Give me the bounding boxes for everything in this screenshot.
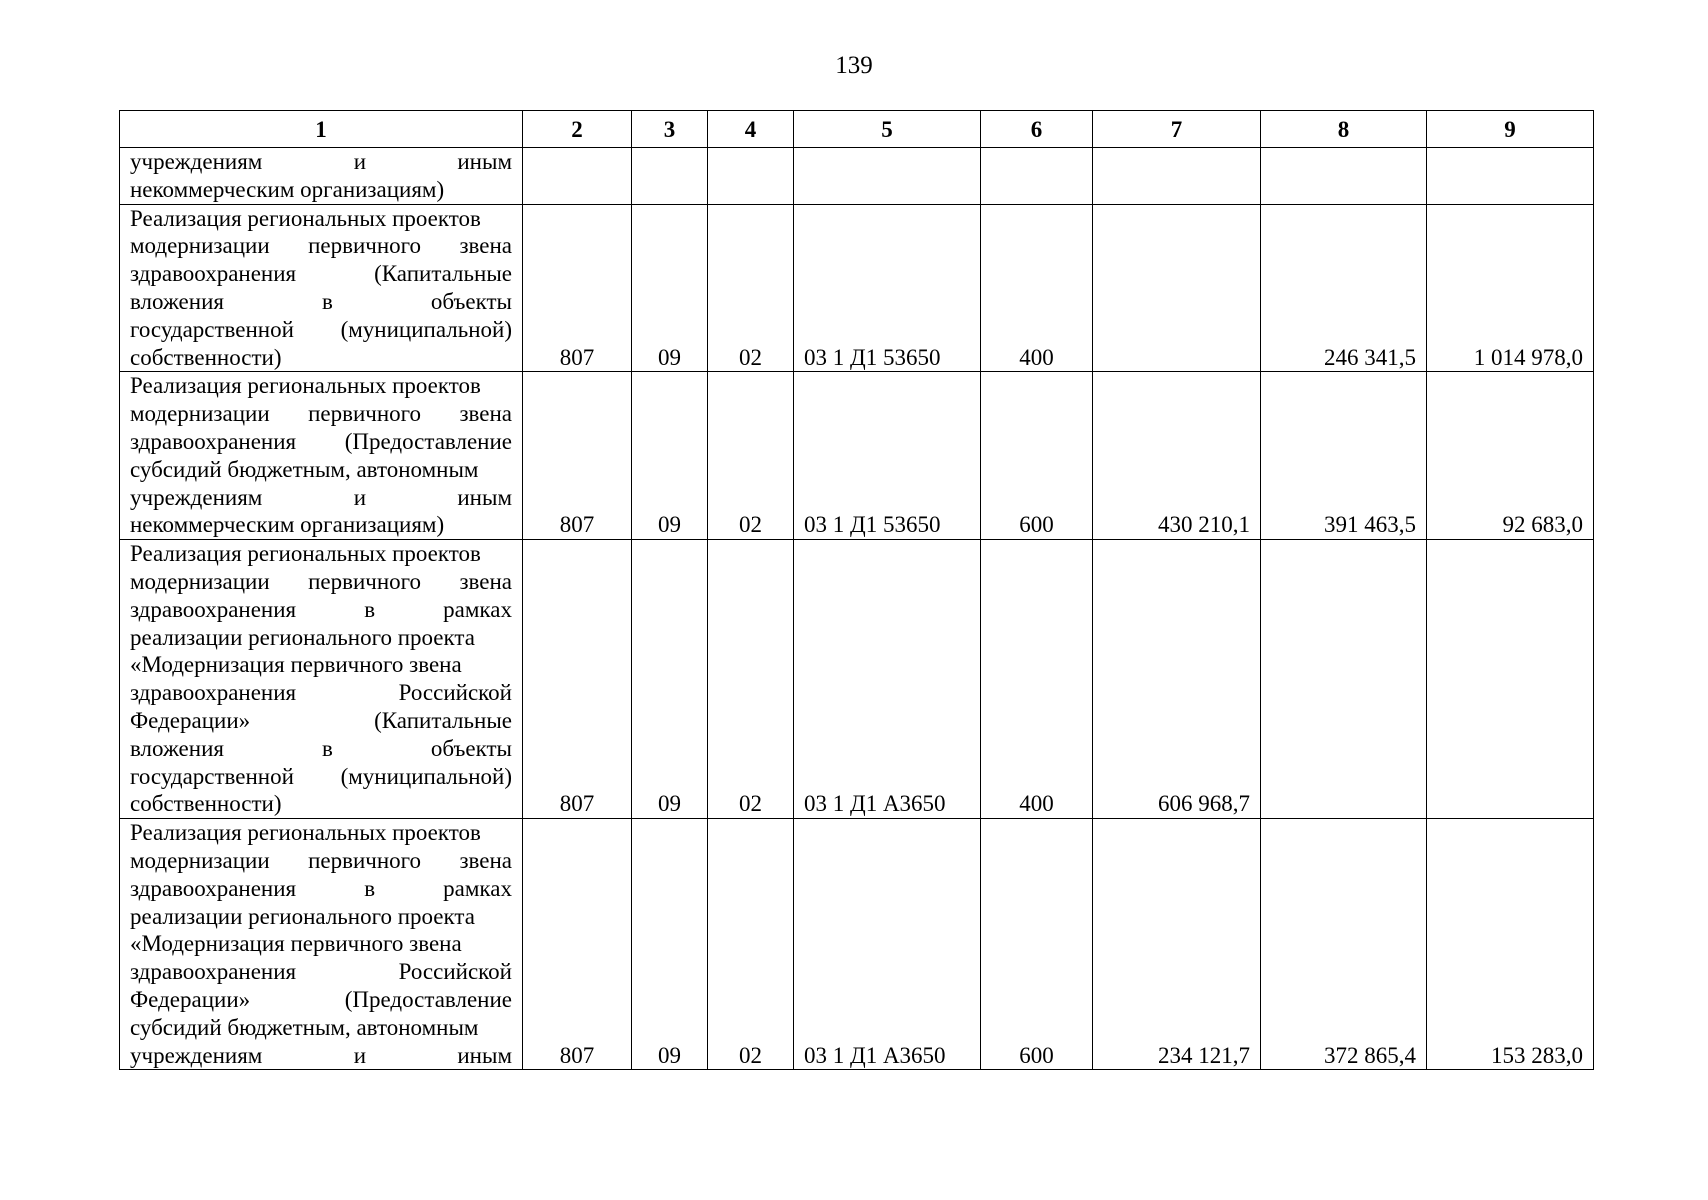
target-article-code: 03 1 Д1 А3650 [794,540,981,819]
column-header: 7 [1093,111,1261,148]
column-header: 2 [523,111,632,148]
description-line [130,232,512,260]
description-word-group: Реализация региональных проектов [130,541,481,567]
description-word-group: рамках [443,596,512,622]
description-word-group: в [321,288,333,314]
table-row [120,148,1594,205]
section-code [632,148,708,205]
description-word-group: государственной [130,763,294,789]
description-word-group: модернизации [130,568,270,594]
subsection-code: 02 [708,204,794,372]
description-word-group: Реализация региональных проектов [130,373,481,399]
description-word-group: звена [459,233,512,259]
amount-col-9: 92 683,0 [1427,372,1594,540]
description-word-group: вложения [130,288,224,314]
description-line [130,596,512,624]
table-row [120,540,1594,819]
description-word-group: учреждениям [130,484,263,510]
description-line [130,651,512,679]
description-word-group: Федерации» [130,986,251,1012]
description-line [130,484,512,512]
description-word-group: здравоохранения [130,428,297,454]
description-word-group: объекты [430,288,512,314]
description-word-group: в [321,735,333,761]
expense-type-code [981,148,1093,205]
description-word-group: иным [457,1042,512,1068]
description-word-group: вложения [130,735,224,761]
description-word-group: первичного [308,401,422,427]
subsection-code: 02 [708,372,794,540]
amount-col-8: 246 341,5 [1261,204,1427,372]
description-word-group: объекты [430,735,512,761]
amount-col-7 [1093,204,1261,372]
description-word-group: реализации регионального проекта [130,903,475,929]
description-line [130,1014,512,1042]
description-word-group: учреждениям [130,149,263,174]
expense-type-code: 400 [981,540,1093,819]
description-line [130,456,512,484]
table-row [120,372,1594,540]
description-word-group: здравоохранения [130,875,297,901]
description-word-group: Реализация региональных проектов [130,820,481,846]
description-word-group: субсидий бюджетным, автономным [130,1014,479,1040]
description-word-group: (Предоставление [344,986,512,1012]
description-word-group: учреждениям [130,1042,263,1068]
description-line [130,568,512,596]
row-description [120,372,523,540]
subsection-code: 02 [708,819,794,1070]
description-word-group: (Капитальные [374,261,512,287]
chapter-code: 807 [523,540,632,819]
column-header: 1 [120,111,523,148]
column-header: 4 [708,111,794,148]
chapter-code [523,148,632,205]
description-word-group: и [353,1042,367,1068]
description-word-group: государственной [130,316,294,342]
description-line [130,540,512,568]
description-word-group: собственности) [130,791,282,817]
amount-col-9 [1427,540,1594,819]
expense-type-code: 600 [981,819,1093,1070]
amount-col-8: 391 463,5 [1261,372,1427,540]
description-word-group: звена [459,401,512,427]
description-word-group: первичного [308,233,422,259]
amount-col-7: 606 968,7 [1093,540,1261,819]
description-word-group: Реализация региональных проектов [130,205,481,231]
header-row [120,111,1594,148]
description-word-group: здравоохранения [130,680,297,706]
description-word-group: (муниципальной) [340,763,512,789]
description-word-group: в [364,875,376,901]
description-word-group: здравоохранения [130,261,297,287]
table-row [120,204,1594,372]
column-header: 6 [981,111,1093,148]
column-header: 3 [632,111,708,148]
amount-col-7 [1093,148,1261,205]
description-line [130,903,512,931]
description-word-group: первичного [308,568,422,594]
description-word-group: и [353,484,367,510]
description-line [130,511,512,539]
description-word-group: Федерации» [130,707,251,733]
description-word-group: Российской [398,680,512,706]
description-line [130,847,512,875]
description-line [130,176,512,204]
section-code: 09 [632,204,708,372]
description-word-group: иным [457,484,512,510]
description-line [130,260,512,288]
description-line [130,372,512,400]
description-word-group: здравоохранения [130,959,297,985]
column-header: 5 [794,111,981,148]
description-word-group: «Модернизация первичного звена [130,652,462,678]
description-line [130,707,512,735]
description-line [130,763,512,791]
description-line [130,316,512,344]
amount-col-8: 372 865,4 [1261,819,1427,1070]
description-line [130,930,512,958]
page-number: 139 [835,52,873,79]
target-article-code: 03 1 Д1 53650 [794,372,981,540]
expense-type-code: 400 [981,204,1093,372]
row-description [120,148,523,205]
description-word-group: иным [457,149,512,174]
amount-col-7: 234 121,7 [1093,819,1261,1070]
table-row [120,819,1594,1070]
description-word-group: некоммерческим организациям) [130,176,445,202]
description-word-group: собственности) [130,344,282,370]
section-code: 09 [632,819,708,1070]
description-word-group: здравоохранения [130,596,297,622]
description-word-group: некоммерческим организациям) [130,512,445,538]
description-word-group: «Модернизация первичного звена [130,931,462,957]
description-word-group: первичного [308,847,422,873]
amount-col-9: 153 283,0 [1427,819,1594,1070]
description-line [130,819,512,847]
amount-col-8 [1261,540,1427,819]
budget-table [119,110,1594,1070]
description-line [130,679,512,707]
amount-col-9 [1427,148,1594,205]
subsection-code: 02 [708,540,794,819]
description-word-group: реализации регионального проекта [130,624,475,650]
description-line [130,624,512,652]
description-word-group: (Предоставление [344,428,512,454]
description-word-group: модернизации [130,233,270,259]
target-article-code [794,148,981,205]
target-article-code: 03 1 Д1 53650 [794,204,981,372]
description-word-group: рамках [443,875,512,901]
description-word-group: звена [459,847,512,873]
description-word-group: в [364,596,376,622]
amount-col-9: 1 014 978,0 [1427,204,1594,372]
description-word-group: модернизации [130,847,270,873]
amount-col-8 [1261,148,1427,205]
column-header: 9 [1427,111,1594,148]
chapter-code: 807 [523,372,632,540]
chapter-code: 807 [523,204,632,372]
description-word-group: субсидий бюджетным, автономным [130,456,479,482]
description-line [130,205,512,233]
row-description [120,204,523,372]
description-line [130,148,512,176]
description-word-group: (муниципальной) [340,316,512,342]
description-line [130,288,512,316]
target-article-code: 03 1 Д1 А3650 [794,819,981,1070]
amount-col-7: 430 210,1 [1093,372,1261,540]
chapter-code: 807 [523,819,632,1070]
description-line [130,400,512,428]
description-word-group: Российской [398,959,512,985]
description-line [130,1042,512,1070]
description-line [130,986,512,1014]
description-line [130,428,512,456]
row-description [120,819,523,1070]
description-line [130,958,512,986]
description-line [130,790,512,818]
description-word-group: (Капитальные [374,707,512,733]
description-word-group: звена [459,568,512,594]
description-line [130,344,512,372]
column-header: 8 [1261,111,1427,148]
description-line [130,875,512,903]
row-description [120,540,523,819]
description-word-group: модернизации [130,401,270,427]
section-code: 09 [632,540,708,819]
description-word-group: и [353,149,367,174]
expense-type-code: 600 [981,372,1093,540]
subsection-code [708,148,794,205]
description-line [130,735,512,763]
section-code: 09 [632,372,708,540]
